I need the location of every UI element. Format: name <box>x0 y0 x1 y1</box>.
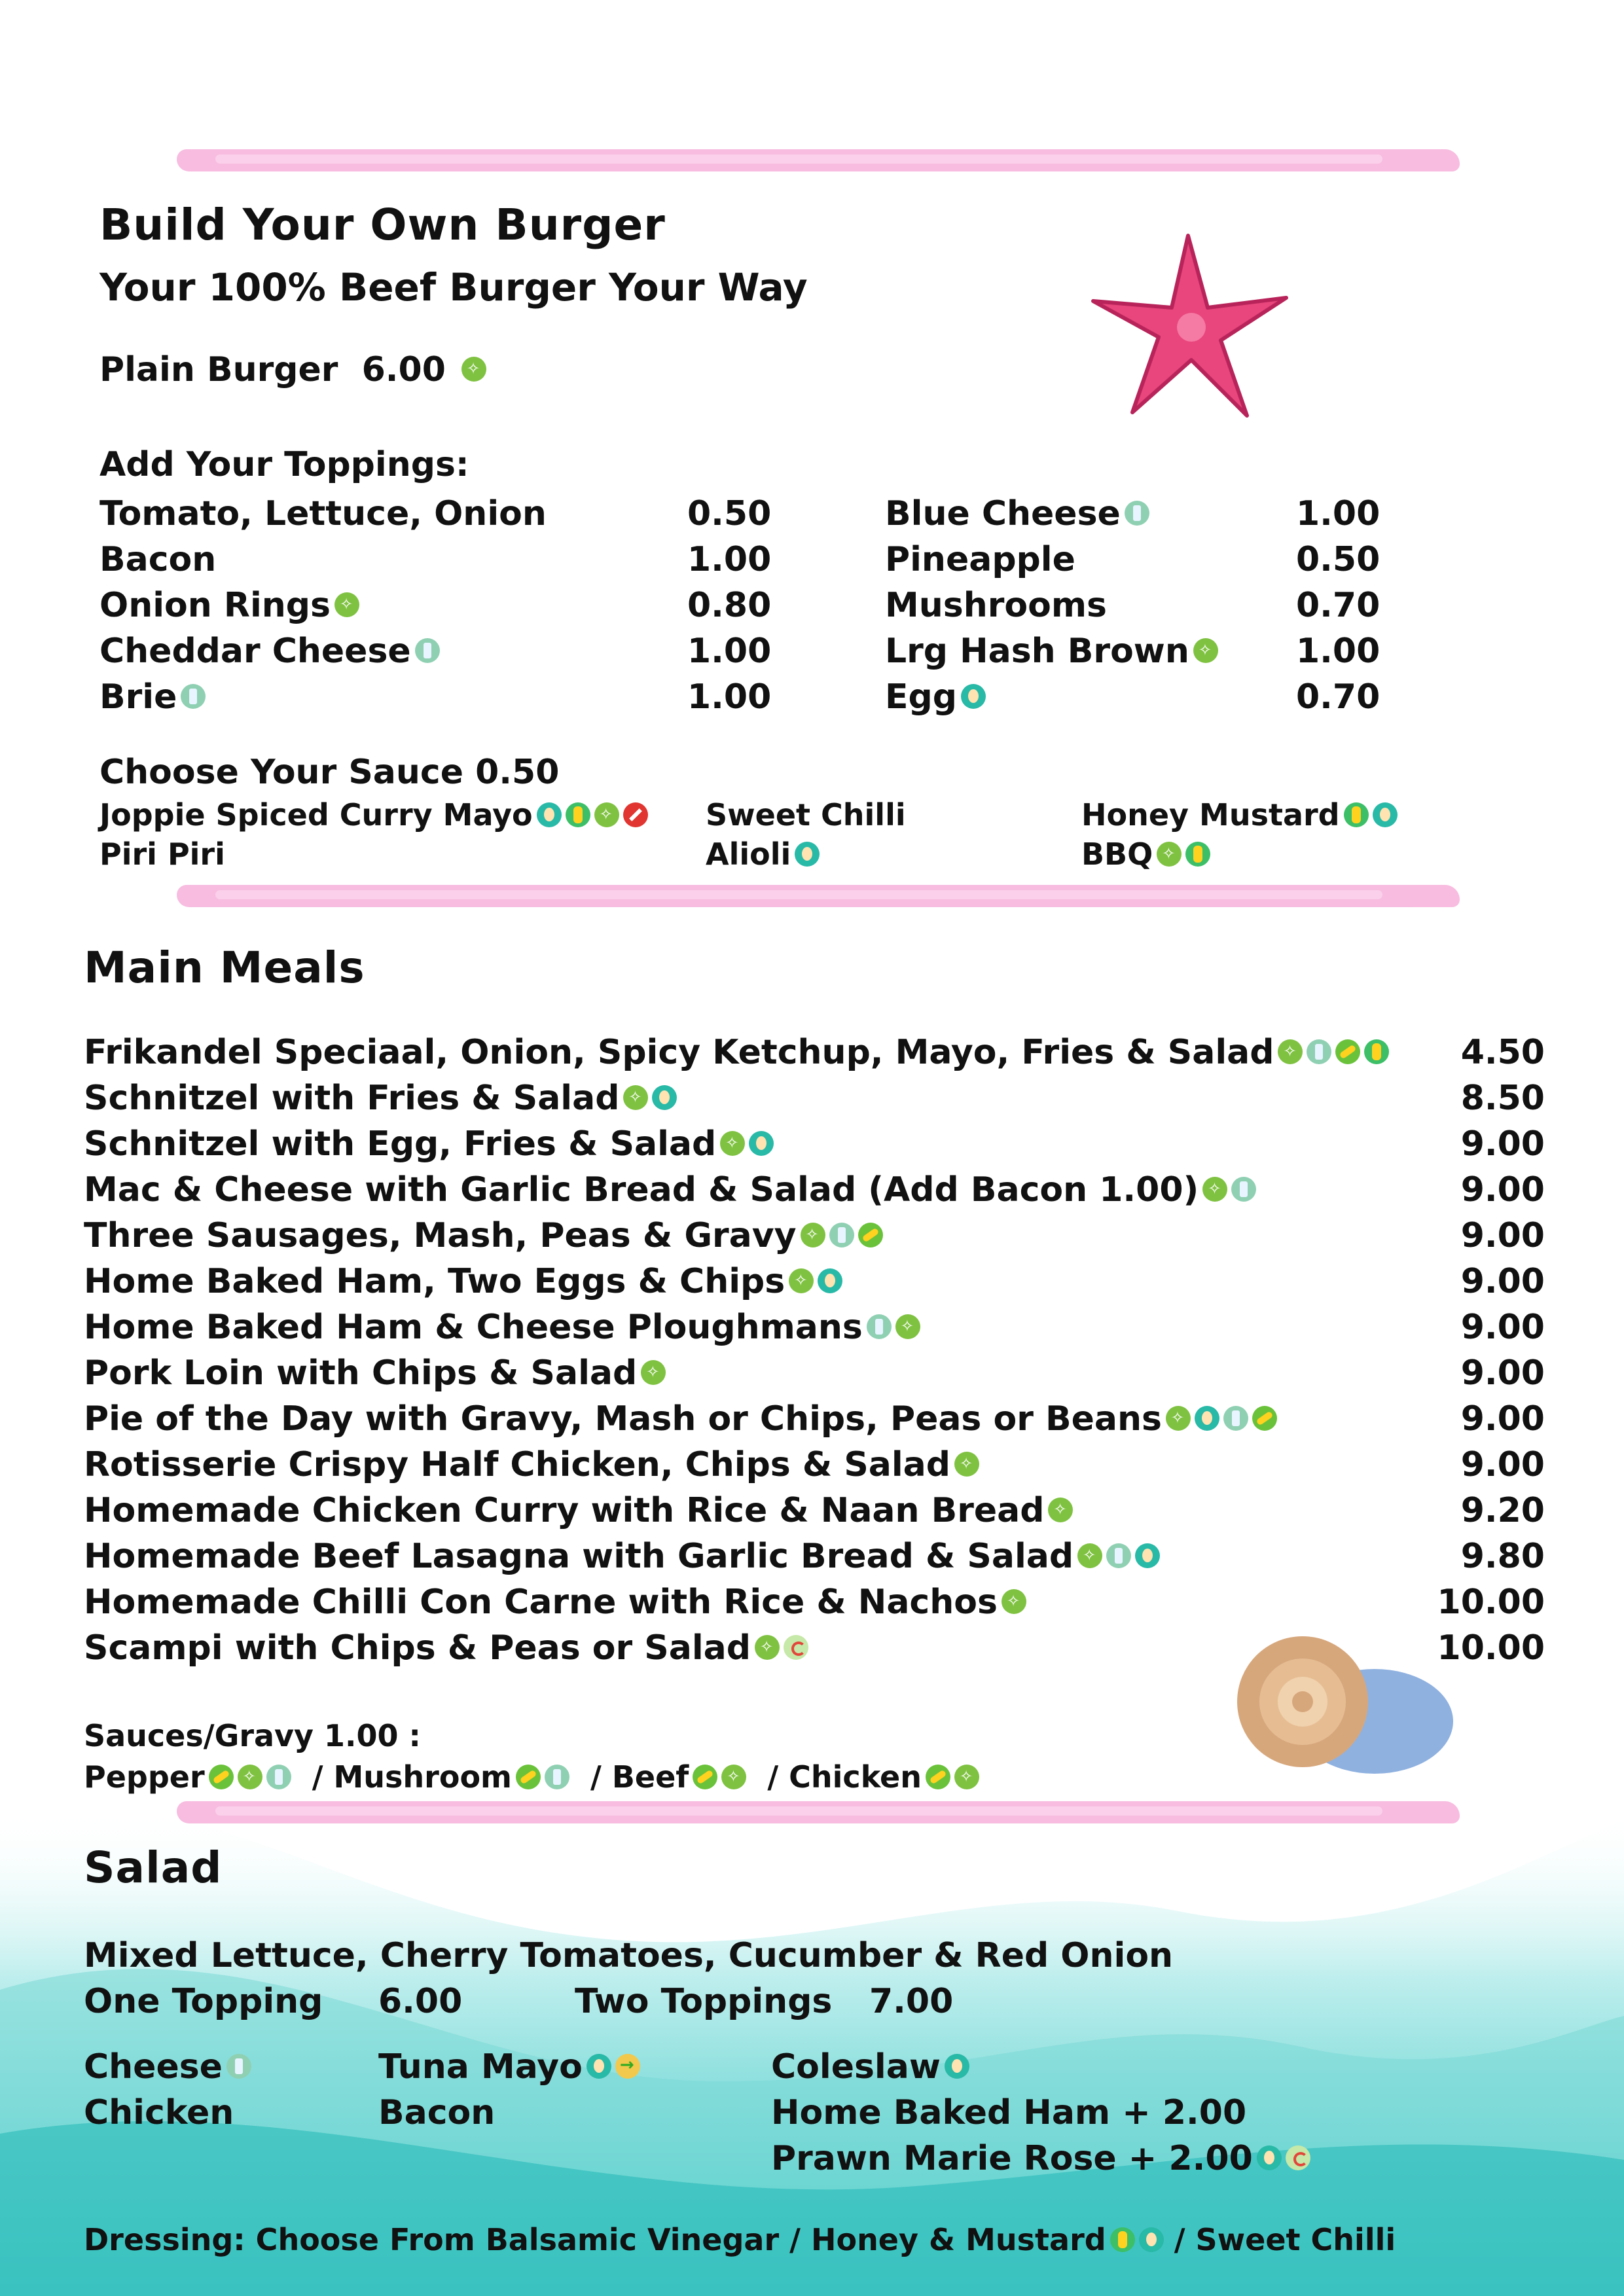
meal-name: Schnitzel with Egg, Fries & Salad <box>84 1124 717 1164</box>
milk-icon <box>1106 1543 1131 1568</box>
two-toppings-label: Two Toppings <box>575 1982 833 2021</box>
topping-price-cell <box>1296 632 1380 671</box>
milk-icon <box>181 684 206 709</box>
topping-price: 0.70 <box>1296 586 1380 625</box>
meal-price-cell <box>1414 1262 1545 1301</box>
plain-burger-label: Plain Burger <box>99 350 338 389</box>
meal-item <box>84 1033 1389 1072</box>
celery-icon <box>693 1765 717 1789</box>
celery-icon <box>516 1765 541 1789</box>
topping-name: Brie <box>99 677 177 717</box>
gluten-icon <box>641 1360 666 1385</box>
meal-price: 9.00 <box>1460 1124 1545 1164</box>
salad-topping-item <box>771 2047 969 2087</box>
meal-item <box>84 1445 979 1484</box>
gluten-icon <box>238 1765 262 1789</box>
meal-item <box>84 1583 1026 1622</box>
sauce-item <box>706 797 906 833</box>
meal-price-cell <box>1414 1583 1545 1622</box>
mustard-icon <box>1185 842 1210 867</box>
salad-topping-item <box>378 2093 495 2132</box>
milk-icon <box>266 1765 291 1789</box>
gluten-icon <box>720 1131 745 1156</box>
celery-icon <box>926 1765 950 1789</box>
gluten-icon <box>461 357 486 382</box>
meal-price-cell <box>1414 1628 1545 1668</box>
meal-price: 10.00 <box>1437 1628 1545 1668</box>
topping-name: Lrg Hash Brown <box>885 632 1189 671</box>
salad-topping-name: Bacon <box>378 2093 496 2132</box>
meal-item <box>84 1079 677 1118</box>
celery-icon <box>1335 1039 1360 1064</box>
gluten-icon <box>1048 1498 1073 1522</box>
milk-icon <box>829 1223 854 1247</box>
salad-topping-name: Tuna Mayo <box>378 2047 583 2087</box>
meal-price: 9.20 <box>1460 1491 1545 1530</box>
topping-price-cell <box>1296 586 1380 625</box>
milk-icon <box>1125 501 1149 526</box>
sauce-name: Honey Mustard <box>1081 797 1340 833</box>
topping-price: 1.00 <box>1296 632 1380 671</box>
egg-icon <box>1373 802 1398 827</box>
divider-stroke <box>177 885 1460 907</box>
gluten-icon <box>1166 1406 1191 1431</box>
plain-burger <box>99 350 486 389</box>
topping-name: Onion Rings <box>99 586 331 625</box>
sauce-name: Alioli <box>706 836 791 872</box>
gravy-name: Pepper <box>84 1759 205 1795</box>
gluten-icon <box>1193 638 1218 663</box>
meal-price-cell <box>1414 1033 1545 1072</box>
burger-title: Build Your Own Burger <box>99 200 666 250</box>
milk-icon <box>226 2054 251 2079</box>
topping-name: Bacon <box>99 540 217 579</box>
salad-title: Salad <box>84 1842 223 1893</box>
meal-name: Scampi with Chips & Peas or Salad <box>84 1628 751 1668</box>
topping-price: 0.50 <box>687 494 772 533</box>
sauce-item <box>1081 836 1210 872</box>
egg-icon <box>1195 1406 1219 1431</box>
egg-icon <box>586 2054 611 2079</box>
meal-price-cell <box>1414 1354 1545 1393</box>
meal-price-cell <box>1414 1216 1545 1255</box>
topping-price: 1.00 <box>1296 494 1380 533</box>
dressing-text-end: / Sweet Chilli <box>1174 2222 1396 2257</box>
gluten-icon <box>623 1085 648 1110</box>
gluten-icon <box>1001 1589 1026 1614</box>
meal-item <box>84 1170 1256 1210</box>
gluten-icon <box>334 592 359 617</box>
topping-price: 0.50 <box>1296 540 1380 579</box>
meal-price-cell <box>1414 1399 1545 1439</box>
sauce-item <box>99 836 225 872</box>
gluten-icon <box>755 1635 780 1660</box>
egg-icon <box>652 1085 677 1110</box>
salad-topping-name: Home Baked Ham + 2.00 <box>771 2093 1247 2132</box>
milk-icon <box>1231 1177 1256 1202</box>
salad-topping-item <box>771 2093 1246 2132</box>
sauce-item <box>706 836 820 872</box>
topping-item <box>99 494 547 533</box>
gluten-icon <box>1077 1543 1102 1568</box>
meal-price: 9.00 <box>1460 1216 1545 1255</box>
meal-item <box>84 1124 774 1164</box>
meal-price: 9.00 <box>1460 1354 1545 1393</box>
sauce-item <box>99 797 648 833</box>
plain-burger-price: 6.00 <box>361 350 446 389</box>
topping-name: Pineapple <box>885 540 1075 579</box>
salad-topping-name: Chicken <box>84 2093 234 2132</box>
topping-price-cell <box>687 632 771 671</box>
meal-price: 9.80 <box>1460 1537 1545 1576</box>
gluten-icon <box>789 1268 814 1293</box>
gravy-name: / Mushroom <box>312 1759 512 1795</box>
dressing-icons <box>1106 2222 1164 2257</box>
meal-item <box>84 1399 1277 1439</box>
salad-topping-name: Prawn Marie Rose + 2.00 <box>771 2139 1253 2178</box>
salad-topping-name: Cheese <box>84 2047 223 2087</box>
egg-icon <box>818 1268 842 1293</box>
egg-icon <box>945 2054 969 2079</box>
gravy-name: / Chicken <box>767 1759 922 1795</box>
meal-name: Schnitzel with Fries & Salad <box>84 1079 620 1118</box>
meal-price: 9.00 <box>1460 1308 1545 1347</box>
sauce-name: Joppie Spiced Curry Mayo <box>99 797 533 833</box>
meal-name: Mac & Cheese with Garlic Bread & Salad (Add Bacon 1.00) <box>84 1170 1199 1210</box>
sauce-name: Sweet Chilli <box>706 797 906 833</box>
milk-icon <box>415 638 440 663</box>
meal-price: 8.50 <box>1460 1079 1545 1118</box>
milk-icon <box>1307 1039 1331 1064</box>
crust-icon <box>1286 2145 1310 2170</box>
one-topping-label: One Topping <box>84 1982 323 2021</box>
burger-subtitle: Your 100% Beef Burger Your Way <box>99 265 808 310</box>
celery-icon <box>858 1223 883 1247</box>
egg-icon <box>795 842 820 867</box>
meal-name: Homemade Beef Lasagna with Garlic Bread & Salad <box>84 1537 1074 1576</box>
egg-icon <box>1139 2227 1164 2252</box>
gluten-icon <box>954 1452 979 1477</box>
meal-item <box>84 1354 666 1393</box>
milk-icon <box>1223 1406 1248 1431</box>
gluten-icon <box>594 802 619 827</box>
egg-icon <box>1135 1543 1160 1568</box>
meal-price-cell <box>1414 1308 1545 1347</box>
meal-name: Home Baked Ham & Cheese Ploughmans <box>84 1308 863 1347</box>
mustard-icon <box>566 802 590 827</box>
meal-price: 9.00 <box>1460 1262 1545 1301</box>
meal-name: Frikandel Speciaal, Onion, Spicy Ketchup, Mayo, Fries & Salad <box>84 1033 1274 1072</box>
topping-price: 0.80 <box>687 586 772 625</box>
topping-name: Egg <box>885 677 957 717</box>
two-toppings-price: 7.00 <box>869 1982 954 2021</box>
meal-item <box>84 1308 920 1347</box>
meal-name: Home Baked Ham, Two Eggs & Chips <box>84 1262 785 1301</box>
celery-icon <box>1252 1406 1277 1431</box>
toppings-heading: Add Your Toppings: <box>99 445 469 484</box>
meal-price-cell <box>1414 1445 1545 1484</box>
mustard-icon <box>1344 802 1369 827</box>
sauce-heading: Choose Your Sauce 0.50 <box>99 753 560 792</box>
topping-item <box>99 540 216 579</box>
sauce-name: Piri Piri <box>99 836 225 872</box>
topping-item <box>885 494 1149 533</box>
meal-item <box>84 1216 883 1255</box>
topping-name: Mushrooms <box>885 586 1107 625</box>
meal-price: 10.00 <box>1437 1583 1545 1622</box>
topping-price: 1.00 <box>687 632 772 671</box>
gravy-item <box>590 1759 746 1795</box>
gluten-icon <box>1202 1177 1227 1202</box>
topping-price-cell <box>687 586 771 625</box>
topping-name: Cheddar Cheese <box>99 632 411 671</box>
gravy-heading: Sauces/Gravy 1.00 : <box>84 1718 421 1753</box>
meal-name: Pie of the Day with Gravy, Mash or Chips, Peas or Beans <box>84 1399 1162 1439</box>
egg-icon <box>961 684 986 709</box>
salad-topping-item <box>771 2139 1310 2178</box>
gravy-list <box>84 1759 979 1795</box>
meal-price-cell <box>1414 1537 1545 1576</box>
topping-price: 1.00 <box>687 677 772 717</box>
salad-topping-name: Coleslaw <box>771 2047 941 2087</box>
egg-icon <box>1257 2145 1282 2170</box>
egg-icon <box>749 1131 774 1156</box>
meal-price: 4.50 <box>1460 1033 1545 1072</box>
topping-price: 1.00 <box>687 540 772 579</box>
topping-price-cell <box>687 494 771 533</box>
mustard-icon <box>1364 1039 1389 1064</box>
meal-price-cell <box>1414 1079 1545 1118</box>
meal-price-cell <box>1414 1124 1545 1164</box>
topping-price-cell <box>687 540 771 579</box>
meal-item <box>84 1628 808 1668</box>
topping-price-cell <box>1296 494 1380 533</box>
gluten-icon <box>954 1765 979 1789</box>
meal-price: 9.00 <box>1460 1170 1545 1210</box>
meal-name: Pork Loin with Chips & Salad <box>84 1354 638 1393</box>
crust-icon <box>784 1635 808 1660</box>
gravy-item <box>84 1759 291 1795</box>
gravy-item <box>312 1759 569 1795</box>
topping-price: 0.70 <box>1296 677 1380 717</box>
meal-item <box>84 1491 1073 1530</box>
topping-price-cell <box>1296 540 1380 579</box>
topping-price-cell <box>687 677 771 717</box>
topping-item <box>99 677 206 717</box>
gluten-icon <box>1157 842 1182 867</box>
starfish-illustration <box>1087 229 1296 425</box>
dressing-line <box>84 2222 1396 2257</box>
topping-price-cell <box>1296 677 1380 717</box>
gluten-icon <box>801 1223 825 1247</box>
mustard-icon <box>1110 2227 1135 2252</box>
topping-name: Blue Cheese <box>885 494 1121 533</box>
gravy-item <box>767 1759 979 1795</box>
salad-base: Mixed Lettuce, Cherry Tomatoes, Cucumber & Red Onion <box>84 1936 1174 1975</box>
topping-item <box>885 677 986 717</box>
salad-topping-item <box>378 2047 640 2087</box>
meal-price-cell <box>1414 1491 1545 1530</box>
meal-item <box>84 1537 1160 1576</box>
meal-name: Three Sausages, Mash, Peas & Gravy <box>84 1216 797 1255</box>
meal-price-cell <box>1414 1170 1545 1210</box>
egg-icon <box>537 802 562 827</box>
topping-item <box>885 632 1218 671</box>
meal-price: 9.00 <box>1460 1399 1545 1439</box>
gluten-icon <box>895 1314 920 1339</box>
meal-item <box>84 1262 842 1301</box>
milk-icon <box>867 1314 892 1339</box>
topping-item <box>885 540 1075 579</box>
celery-icon <box>209 1765 234 1789</box>
gravy-name: / Beef <box>590 1759 689 1795</box>
salad-topping-item <box>84 2047 251 2087</box>
topping-item <box>885 586 1107 625</box>
meal-name: Homemade Chilli Con Carne with Rice & Nachos <box>84 1583 998 1622</box>
meal-name: Rotisserie Crispy Half Chicken, Chips & Salad <box>84 1445 950 1484</box>
divider-stroke <box>177 149 1460 171</box>
main-meals-title: Main Meals <box>84 942 365 993</box>
topping-name: Tomato, Lettuce, Onion <box>99 494 547 533</box>
sauce-item <box>1081 797 1398 833</box>
meal-price: 9.00 <box>1460 1445 1545 1484</box>
dressing-text: Dressing: Choose From Balsamic Vinegar / Honey & Mustard <box>84 2222 1106 2257</box>
salad-topping-item <box>84 2093 234 2132</box>
gluten-icon <box>721 1765 746 1789</box>
topping-item <box>99 586 359 625</box>
sauce-name: BBQ <box>1081 836 1153 872</box>
fish-icon <box>615 2054 640 2079</box>
topping-item <box>99 632 440 671</box>
divider-stroke <box>177 1801 1460 1823</box>
meal-name: Homemade Chicken Curry with Rice & Naan Bread <box>84 1491 1045 1530</box>
gluten-icon <box>1278 1039 1303 1064</box>
one-topping-price: 6.00 <box>378 1982 463 2021</box>
nuts-icon <box>623 802 648 827</box>
milk-icon <box>545 1765 569 1789</box>
